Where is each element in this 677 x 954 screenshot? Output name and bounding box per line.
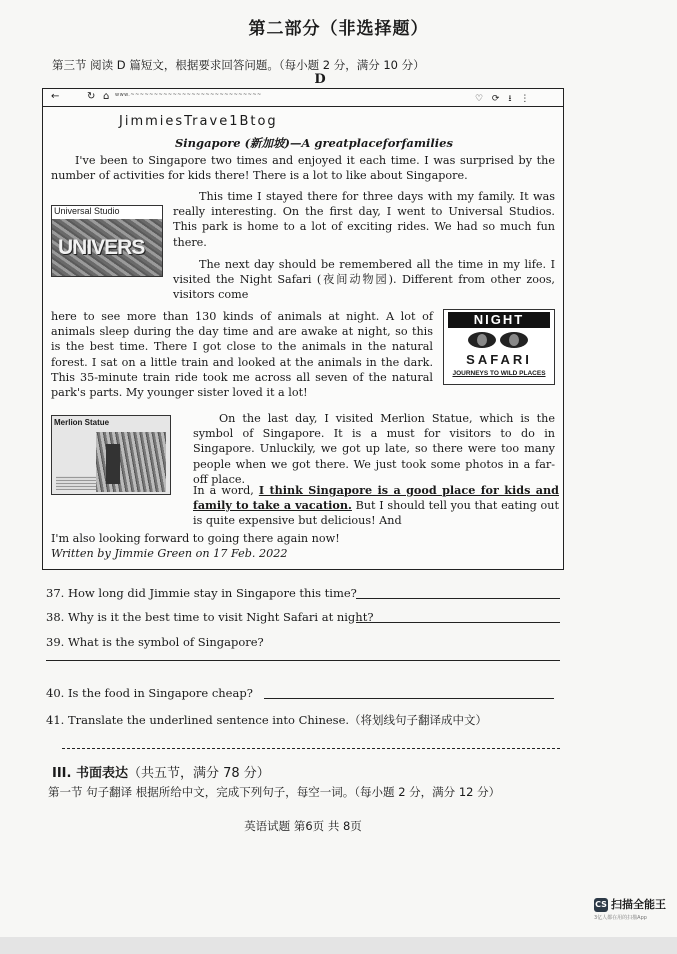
scanner-brand [594, 896, 666, 912]
paragraph-6: I'm also looking forward to going there again now! [51, 532, 340, 545]
answer-line-39[interactable] [46, 660, 560, 661]
brand-name: 扫描全能王 [611, 898, 666, 911]
paragraph-2: This time I stayed there for three days with my family. It was really interesting. On the first day, I went to Universal Studios. This park is home to a lot of exciting rides. We had so much fun there. [173, 190, 555, 249]
blog-title: JimmiesTrave1Btog [119, 114, 278, 129]
paragraph-3a: The next day should be remembered all the time in my life. I visited the Night Safari (夜间动物园). Different from other zoos, visitors come [173, 258, 555, 302]
paragraph-1: I've been to Singapore two times and enjoyed it each time. I was surprised by the number of activities for kids there! There is a lot to like about Singapore. [51, 154, 555, 183]
reload-icon[interactable]: ↻ [87, 91, 96, 102]
browser-frame [42, 88, 564, 570]
paragraph-5-intro: In a word, [193, 484, 259, 497]
section-3-title: III. 书面表达 [52, 766, 128, 781]
page-title: 第二部分（非选择题） [248, 19, 429, 39]
answer-line-38[interactable] [356, 622, 560, 623]
merlion-caption: Merlion Statue [54, 418, 110, 427]
browser-action-icons[interactable]: ♡ ⟳ ⭳ ⋮ [475, 94, 533, 104]
home-icon[interactable]: ⌂ [103, 91, 110, 102]
universal-studio-image [51, 205, 163, 277]
night-safari-subtitle: SAFARI [466, 352, 532, 367]
answer-line-37[interactable] [356, 598, 560, 599]
night-safari-title: NIGHT [448, 312, 550, 328]
section-3-subheading: 第一节 句子翻译 根据所给中文，完成下列句子，每空一词。（每小题 2 分，满分 12 分） [48, 785, 501, 799]
merlion-statue-image [51, 415, 171, 495]
question-39: 39. What is the symbol of Singapore? [46, 635, 264, 649]
section-3-note: （共五节，满分 78 分） [127, 766, 270, 781]
section-3-heading [52, 762, 270, 781]
question-37: 37. How long did Jimmie stay in Singapore this time? [46, 586, 357, 600]
question-41: 41. Translate the underlined sentence into Chinese.（将划线句子翻译成中文） [46, 713, 488, 727]
url-bar[interactable]: www.~~~~~~~~~~~~~~~~~~~~~~~~~~~~ [115, 92, 262, 98]
question-40: 40. Is the food in Singapore cheap? [46, 686, 253, 700]
answer-line-41[interactable] [62, 748, 560, 749]
brand-tagline: 3亿人都在用的扫描App [594, 915, 647, 921]
underlined-sentence: I think Singapore is a good place for kids and family to take a vacation. [193, 483, 560, 513]
camscanner-icon: CS [594, 898, 608, 912]
question-38: 38. Why is it the best time to visit Night Safari at night? [46, 610, 374, 624]
universal-logo-text: UNIVERS [58, 236, 145, 259]
browser-toolbar [43, 89, 563, 107]
paragraph-4: On the last day, I visited Merlion Statue, which is the symbol of Singapore. It is a must for visitors to do in Singapore. Unluckily, we got up late, so there were too many people when we got there. We just took some photos in a far-off place. [193, 412, 555, 486]
eyes-icon [466, 330, 530, 350]
blog-headline: Singapore (新加坡)—A greatplaceforfamilies [175, 136, 453, 150]
universal-studio-caption: Universal Studio [52, 206, 163, 220]
back-icon[interactable]: ← [51, 91, 60, 102]
page-footer: 英语试题 第6页 共 8页 [244, 819, 362, 833]
night-safari-caption: JOURNEYS TO WILD PLACES [452, 370, 546, 377]
paragraph-5 [193, 483, 559, 529]
passage-letter: D [314, 72, 326, 87]
night-safari-image [443, 309, 555, 385]
paragraph-3b: here to see more than 130 kinds of animals at night. A lot of animals sleep during the day time and are awake at night, so this is the best time. There I got close to the animals in the natural forest. I sat on a little train and looked at the animals in the dark. This 35-minute train ride took me across all seven of the natural park's parts. My younger sister loved it a lot! [51, 310, 433, 400]
section-instruction: 第三节 阅读 D 篇短文，根据要求回答问题。（每小题 2 分，满分 10 分） [52, 58, 425, 72]
answer-line-40[interactable] [264, 698, 554, 699]
signature: Written by Jimmie Green on 17 Feb. 2022 [51, 547, 288, 560]
bottom-bar [0, 937, 677, 954]
paragraph-5-rest: But I should tell you that eating out is quite expensive but delicious! And [193, 499, 559, 528]
